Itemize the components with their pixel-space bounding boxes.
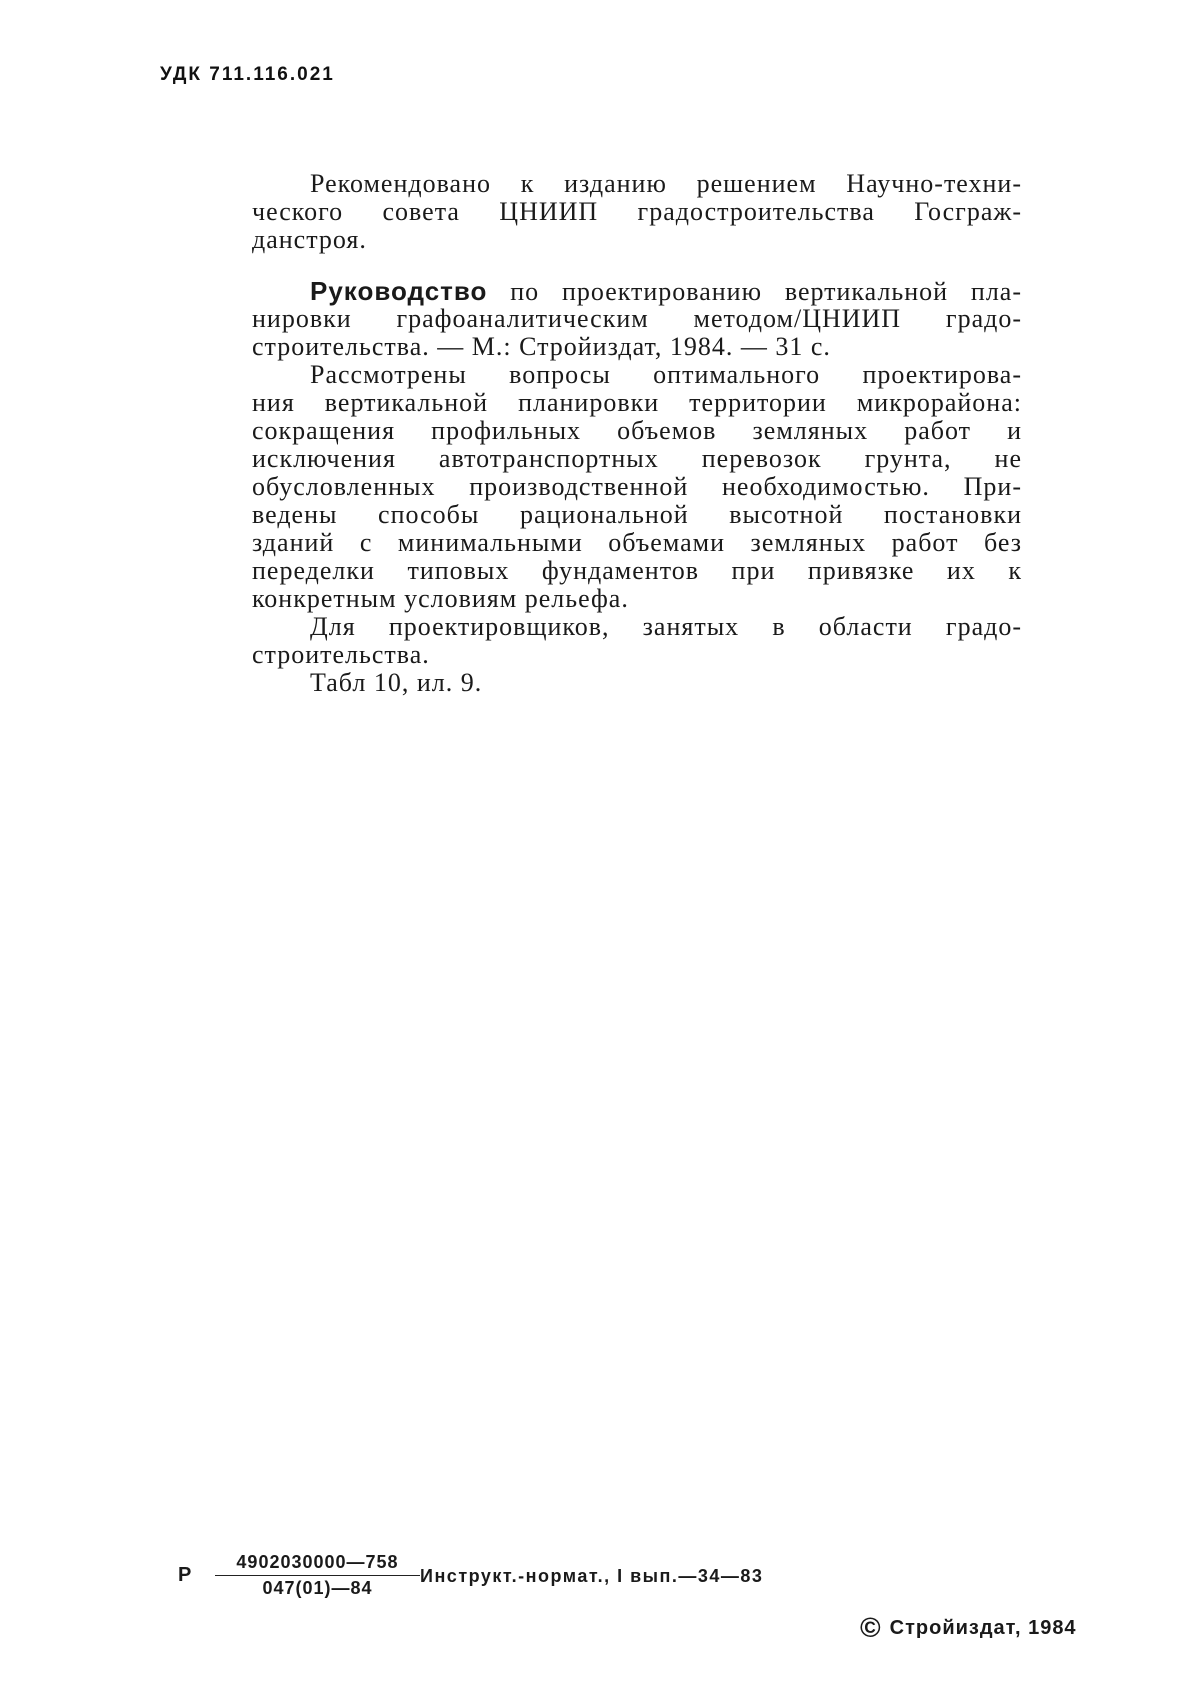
recommendation-paragraph [252, 170, 1022, 254]
fraction-denominator: 047(01)—84 [262, 1578, 373, 1598]
audience-line: строительства. [252, 640, 430, 669]
abstract-line: ния вертикальной планировки территории микрорайона: [252, 388, 1022, 417]
reference-block [252, 277, 1022, 697]
footer-letter: Р [178, 1564, 192, 1586]
copyright-line [860, 1612, 1077, 1644]
abstract-line: ведены способы рациональной высотной постановки [252, 500, 1022, 529]
abstract-line: обусловленных производственной необходимостью. При- [252, 472, 1022, 501]
reference-line-rest: по проектированию вертикальной пла- [487, 277, 1022, 306]
abstract-line: исключения автотранспортных перевозок грунта, не [252, 444, 1022, 473]
abstract-line: Рассмотрены вопросы оптимального проектирова- [310, 360, 1022, 389]
copyright-icon: © [860, 1612, 882, 1643]
instruction-note: Инструкт.-нормат., I вып.—34—83 [420, 1566, 764, 1586]
udk-code: УДК 711.116.021 [160, 64, 335, 85]
reference-title: Руководство [310, 276, 488, 306]
abstract-line: зданий с минимальными объемами земляных работ без [252, 528, 1022, 557]
abstract-line: переделки типовых фундаментов при привязке их к [252, 556, 1022, 585]
audience-line: Для проектировщиков, занятых в области градо- [310, 612, 1022, 641]
recommendation-line: ческого совета ЦНИИП градостроительства Госграж- [252, 197, 1022, 226]
abstract-line: конкретным условиям рельефа. [252, 584, 629, 613]
fraction-numerator: 4902030000—758 [215, 1552, 420, 1576]
recommendation-line: данстроя. [252, 225, 367, 254]
copyright-text: Стройиздат, 1984 [889, 1617, 1077, 1639]
catalog-fraction [215, 1552, 420, 1599]
recommendation-line: Рекомендовано к изданию решением Научно-техни- [310, 169, 1022, 198]
abstract-line: сокращения профильных объемов земляных работ и [252, 416, 1022, 445]
reference-line: строительства. — М.: Стройиздат, 1984. — 31 с. [252, 332, 831, 361]
tables-note: Табл 10, ил. 9. [310, 668, 483, 697]
reference-line-first [252, 277, 1022, 305]
reference-line: нировки графоаналитическим методом/ЦНИИП градо- [252, 304, 1022, 333]
